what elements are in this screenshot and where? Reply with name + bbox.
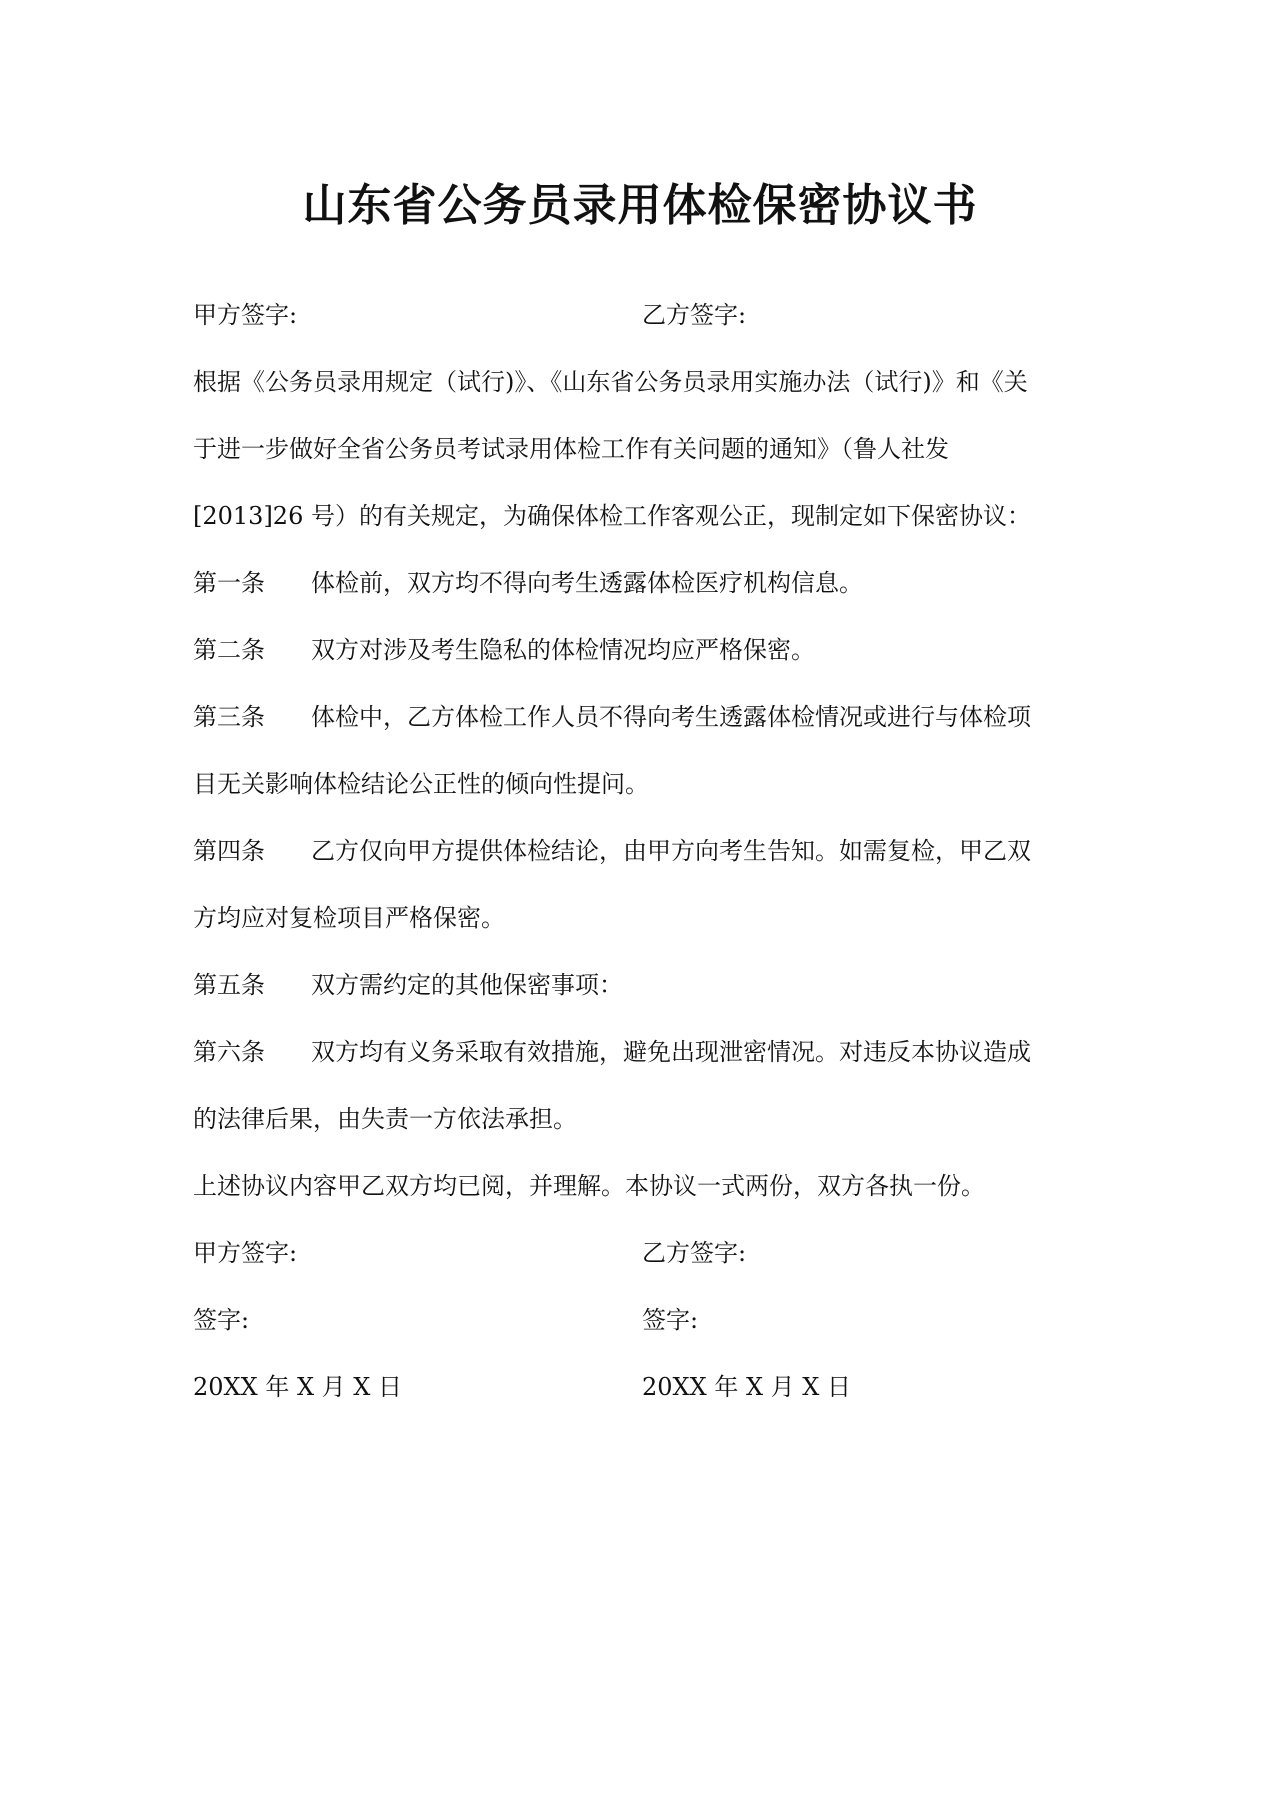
footer-sign-a: 签字: [193,1306,250,1334]
article-5 [193,968,623,1002]
header-party-a-sign: 甲方签字: [193,301,298,329]
document-title: 山东省公务员录用体检保密协议书 [302,180,978,231]
preamble-line-2: 于进一步做好全省公务员考试录用体检工作有关问题的通知》（鲁人社发 [193,435,949,463]
article-label: 第四条 [193,837,265,865]
article-4-continuation: 方均应对复检项目严格保密。 [193,904,505,932]
article-label: 第六条 [193,1038,265,1066]
article-text: 双方均有义务采取有效措施，避免出现泄密情况。对违反本协议造成 [311,1038,1031,1066]
article-text: 双方对涉及考生隐私的体检情况均应严格保密。 [311,636,815,664]
article-3 [193,700,1031,734]
article-text: 乙方仅向甲方提供体检结论，由甲方向考生告知。如需复检，甲乙双 [311,837,1031,865]
footer-party-a-sign: 甲方签字: [193,1239,298,1267]
article-3-continuation: 目无关影响体检结论公正性的倾向性提问。 [193,770,649,798]
article-6-continuation: 的法律后果，由失责一方依法承担。 [193,1105,577,1133]
preamble-line-1: 根据《公务员录用规定（试行)》、《山东省公务员录用实施办法（试行)》和《关 [193,368,1028,396]
footer-party-b-sign: 乙方签字: [642,1239,747,1267]
preamble-line-3: [2013]26 号）的有关规定，为确保体检工作客观公正，现制定如下保密协议： [193,502,1031,530]
article-label: 第二条 [193,636,265,664]
article-text: 体检前，双方均不得向考生透露体检医疗机构信息。 [311,569,863,597]
closing-statement: 上述协议内容甲乙双方均已阅，并理解。本协议一式两份，双方各执一份。 [193,1172,985,1200]
article-1 [193,566,863,600]
article-label: 第三条 [193,703,265,731]
article-2 [193,633,815,667]
header-party-b-sign: 乙方签字: [642,301,747,329]
article-text: 体检中，乙方体检工作人员不得向考生透露体检情况或进行与体检项 [311,703,1031,731]
footer-date-b: 20XX 年 X 月 X 日 [642,1373,852,1401]
article-label: 第五条 [193,971,265,999]
footer-sign-b: 签字: [642,1306,699,1334]
article-text: 双方需约定的其他保密事项： [311,971,623,999]
article-6 [193,1035,1031,1069]
article-4 [193,834,1031,868]
footer-date-a: 20XX 年 X 月 X 日 [193,1373,403,1401]
article-label: 第一条 [193,569,265,597]
